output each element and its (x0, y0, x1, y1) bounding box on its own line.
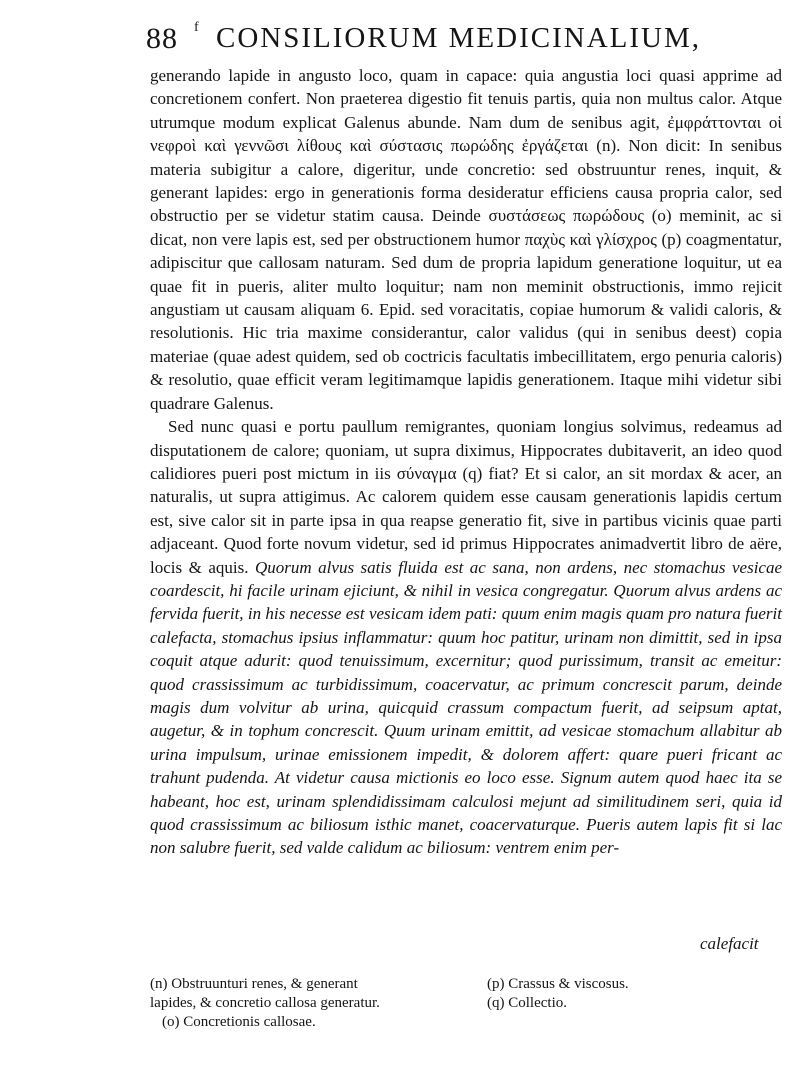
page-number: 88 (146, 22, 178, 55)
page-header (118, 20, 800, 62)
footnotes-right-column (487, 975, 747, 1013)
catchword: calefacit (700, 934, 759, 953)
paragraph-2 (150, 415, 782, 860)
paragraph-1: generando lapide in angusto loco, quam in capace: quia angustia loci quasi apprime ad concretionem confert. Non praeterea digestio fit tenuis partis, quia non multus calor. Atque utrumque modum explicat Galenus abunde. Nam dum de senibus agit, ἐμφράττονται οἱ νεφροὶ καὶ γεννῶσι λίθους καὶ σύστασις πωρώδης ἐργάζεται (n). Non dicit: In senibus materia subigitur a calore, digeritur, unde concretio: sed obstruuntur renes, inquit, & generant lapides: ergo in generationis forma desideratur efficiens causa propria calor, sed obstructio per se videtur statim causa. Deinde συστάσεως πωρώδους (o) meminit, ac si dicat, non vere lapis est, sed per obstructionem humor παχὺς καὶ γλίσχρος (p) coagmentatur, adipiscitur que callosam naturam. Sed dum de propria lapidum generatione loquitur, ut ea quae fit in pueris, aliter multo loquitur; nam non meminit obstructionis, immo rejicit angustiam ut causam aliquam 6. Epid. sed voracitatis, copiae humorum & validi caloris, & resolutionis. Hic tria maxime considerantur, calor validus (qui in senibus deest) copia materiae (quae adest quidem, sed ob coctricis facultatis imbecillitatem, ergo penuria caloris) & resolutio, quae efficit veram legitimamque lapidis generationem. Itaque mihi videtur sibi quadrare Galenus. (150, 66, 782, 413)
page-mark: f (194, 20, 199, 35)
footnote-p: (p) Crassus & viscosus. (487, 976, 629, 992)
footnotes-left-column (150, 975, 480, 1032)
footnote-q: (q) Collectio. (487, 995, 567, 1011)
footnote-n-line2: lapides, & concretio callosa generatur. (150, 995, 380, 1011)
footnote-n-line1: (n) Obstruunturi renes, & generant (150, 976, 358, 992)
paragraph-2-roman: Sed nunc quasi e portu paullum remigrantes, quoniam longius solvimus, redeamus ad disputationem de calore; quoniam, ut supra diximus, Hippocrates dubitaverit, an ideo quod calidiores pueri post mictum in iis σύναγμα (q) fiat? Et si calor, an sit mordax & acer, an naturalis, ut supra attigimus. Ac calorem quidem esse causam generationis lapidis certum est, sive calor sit in parte ipsa in qua reapse generatio fit, sive in partibus vicinis quae parti adjaceant. Quod forte novum videtur, sed id primus Hippocrates animadvertit libro de aëre, locis & aquis. (150, 417, 782, 577)
footnote-o: (o) Concretionis callosae. (162, 1014, 316, 1030)
body-text (150, 64, 782, 860)
running-title: CONSILIORUM MEDICINALIUM, (216, 22, 701, 54)
hippocrates-quotation: Quorum alvus satis fluida est ac sana, non ardens, nec stomachus vesicae coardescit, hi facile urinam ejiciunt, & nihil in vesica congregatur. Quorum alvus ardens ac fervida fuerit, in his necesse est vesicam idem pati: quum enim magis quam pro natura fuerit calefacta, stomachus ipsius inflammatur: quum hoc patitur, urinam non dimittit, sed in ipsa coquit atque adurit: quod tenuissimum, excernitur; quod purissimum, transit ac emeitur: quod crassissimum ac turbidissimum, coacervatur, ac primum concrescit parum, deinde magis dum volvitur ab urina, quicquid crassum compactum fuerit, ad seipsum aptat, augetur, & in tophum concrescit. Quum urinam emittit, ad vesicae stomachum allabitur ab urina impulsum, urinae emissionem impedit, & dolorem affert: quare pueri fricant ac trahunt pudenda. At videtur causa mictionis eo loco esse. Signum autem quod haec ita se habeant, hoc est, urinam splendidissimam calculosi mejunt ad similitudinem seri, quia id quod crassissimum ac biliosum isthic manet, coacervaturque. Pueris autem lapis fit si lac non salubre fuerit, sed valde calidum ac biliosum: ventrem enim per- (150, 557, 783, 858)
